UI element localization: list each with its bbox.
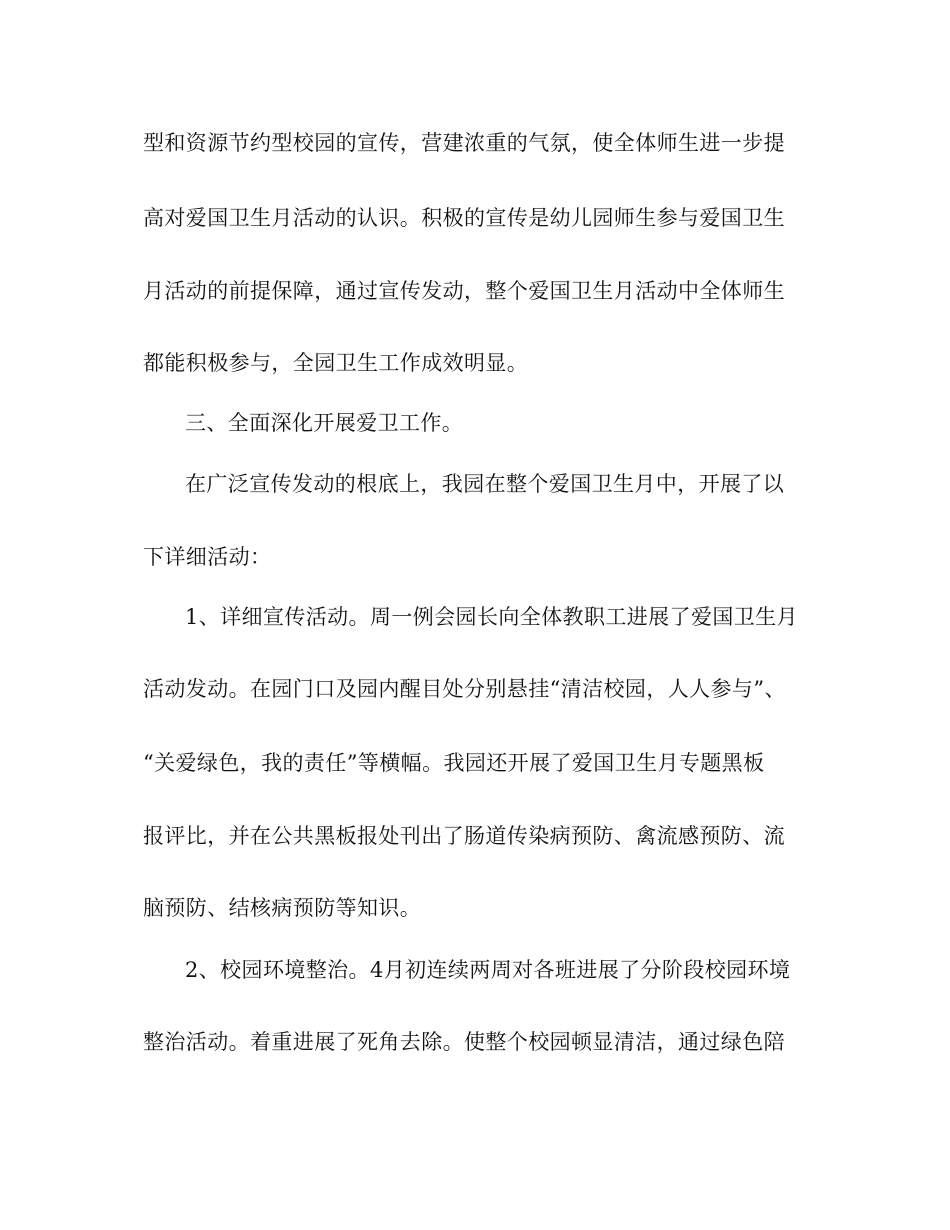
body-text-line: 脑预防、结核病预防等知识。 [143,896,422,920]
body-text-line: 下详细活动： [143,545,272,569]
body-text-line: “关爱绿色，我的责任”等横幅。我园还开展了爱国卫生月专题黑板 [143,751,765,775]
body-text-line: 都能积极参与，全园卫生工作成效明显。 [143,351,529,375]
body-text-line: 1、详细宣传活动。周一例会园长向全体教职工进展了爱国卫生月 [185,605,798,629]
body-text-line: 整治活动。着重进展了死角去除。使整个校园顿显清洁，通过绿色陪 [143,1030,785,1054]
body-text-line: 月活动的前提保障，通过宣传发动，整个爱国卫生月活动中全体师生 [143,279,785,303]
body-text-line: 活动发动。在园门口及园内醒目处分别悬挂“清洁校园，人人参与”、 [143,677,786,701]
body-text-line: 高对爱国卫生月活动的认识。积极的宣传是幼儿园师生参与爱国卫生 [143,206,785,230]
section-heading: 三、全面深化开展爱卫工作。 [185,411,464,435]
body-text-line: 2、校园环境整治。4月初连续两周对各班进展了分阶段校园环境 [185,958,791,982]
body-text-line: 型和资源节约型校园的宣传，营建浓重的气氛，使全体师生进一步提 [143,131,785,155]
body-text-line: 在广泛宣传发动的根底上，我园在整个爱国卫生月中，开展了以 [185,472,785,496]
body-text-line: 报评比，并在公共黑板报处刊出了肠道传染病预防、禽流感预防、流 [143,824,785,848]
